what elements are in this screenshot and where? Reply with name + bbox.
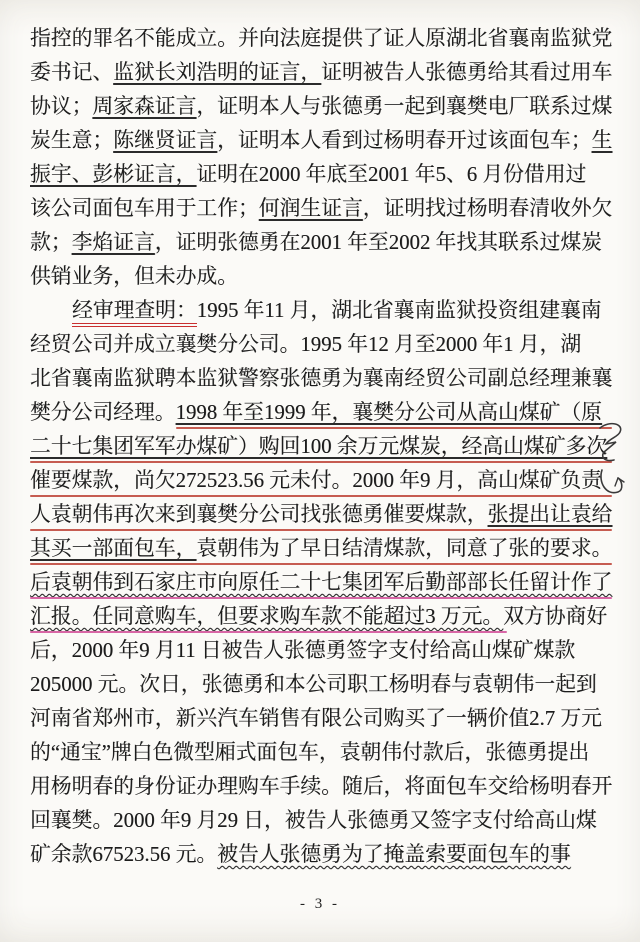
- text-segment: 河南省郑州市，新兴汽车销售有限公司购买了一辆价值2.7 万元: [30, 707, 602, 730]
- text-segment: 该公司面包车用于工作；: [30, 197, 259, 220]
- text-segment: 双方协商好: [503, 605, 608, 628]
- underlined-text-segment: 后袁朝伟到石家庄市向原任二十七集团军后勤部部长任留计作了: [30, 571, 613, 594]
- text-segment: 供销业务，但未办成。: [30, 265, 238, 288]
- magenta-underline-rule: [30, 597, 612, 599]
- text-segment: 樊分公司经理。: [30, 401, 176, 424]
- text-line: [30, 226, 612, 260]
- text-segment: 催要煤款，尚欠272523.56 元未付。2000 年9 月，高山煤矿负责: [30, 469, 602, 492]
- text-line: [30, 22, 612, 56]
- text-segment: 人袁朝伟再次来到襄樊分公司找张德勇催要煤款，: [30, 503, 488, 526]
- text-line: [30, 600, 612, 634]
- underlined-text-segment: 张提出让袁给: [487, 503, 613, 526]
- text-segment: 矿余款67523.56 元。: [30, 843, 218, 866]
- text-line: [30, 260, 612, 294]
- red-underline-rule: [30, 495, 612, 497]
- text-line: [30, 192, 612, 226]
- text-segment: 炭生意；: [30, 129, 114, 152]
- text-segment: 1995 年11 月，湖北省襄南监狱投资组建襄南: [196, 299, 602, 322]
- underlined-text-segment: 生: [591, 129, 613, 152]
- document-body: [30, 22, 612, 872]
- page-number: - 3 -: [300, 896, 340, 912]
- text-segment: 协议；: [30, 95, 93, 118]
- text-line: [30, 328, 612, 362]
- text-segment: 指控的罪名不能成立。并向法庭提供了证人原湖北省襄南监狱党: [30, 27, 613, 50]
- text-line: [30, 804, 612, 838]
- text-line: [30, 838, 612, 872]
- underlined-text-segment: 1998 年至1999 年，襄樊分公司从高山煤矿（原: [175, 401, 602, 424]
- text-line: [30, 498, 612, 532]
- underlined-text-segment: 其买一部面包车，: [30, 537, 197, 560]
- text-segment: ，证明找过杨明春清收外欠: [362, 197, 613, 220]
- text-line: [30, 294, 612, 328]
- text-segment: 的“通宝”牌白色微型厢式面包车，袁朝伟付款后，张德勇提出: [30, 741, 590, 764]
- text-line: [30, 158, 612, 192]
- text-line: [30, 124, 612, 158]
- underlined-text-segment: 振宇、彭彬证言，: [30, 163, 197, 186]
- text-segment: 后，2000 年9 月11 日被告人张德勇签字支付给高山煤矿煤款: [30, 639, 576, 662]
- text-line: [30, 566, 612, 600]
- underlined-text-segment: 李焰证言: [71, 231, 155, 254]
- text-line: [30, 464, 612, 498]
- text-line: [30, 736, 612, 770]
- underlined-text-segment: 二十七集团军军办煤矿）购回100 余万元煤炭，经高山煤矿多次: [30, 435, 608, 458]
- text-segment: ，证明本人看到过杨明春开过该面包车；: [217, 129, 592, 152]
- magenta-underline-rule: [30, 631, 507, 633]
- text-segment: 北省襄南监狱聘本监狱警察张德勇为襄南经贸公司副总经理兼襄: [30, 367, 613, 390]
- text-line: [30, 396, 612, 430]
- red-underline-rule: [30, 529, 612, 531]
- text-line: [30, 770, 612, 804]
- text-line: [30, 430, 612, 464]
- text-segment: 委书记、: [30, 61, 114, 84]
- text-line: [30, 90, 612, 124]
- text-segment: 款；: [30, 231, 72, 254]
- text-segment: ，证明张德勇在2001 年至2002 年找其联系过煤炭: [154, 231, 602, 254]
- text-segment: 用杨明春的身份证办理购车手续。随后，将面包车交给杨明春开: [30, 775, 613, 798]
- text-line: [30, 634, 612, 668]
- underlined-text-segment: 何润生证言: [258, 197, 363, 220]
- underlined-text-segment: 经审理查明：: [72, 299, 197, 327]
- red-underline-rule: [30, 461, 612, 463]
- text-segment: 205000 元。次日，张德勇和本公司职工杨明春与袁朝伟一起到: [30, 673, 597, 696]
- red-underline-rule: [30, 563, 612, 565]
- text-segment: 回襄樊。2000 年9 月29 日，被告人张德勇又签字支付给高山煤: [30, 809, 597, 832]
- underlined-text-segment: 被告人张德勇为了掩盖索要面包车的事: [217, 843, 571, 866]
- text-line: [30, 702, 612, 736]
- red-underline-rule: [176, 427, 613, 429]
- text-segment: ，证明本人与张德勇一起到襄樊电厂联系过煤: [196, 95, 613, 118]
- text-segment: 袁朝伟为了早日结清煤款，同意了张的要求。: [196, 537, 613, 560]
- underlined-text-segment: 陈继贤证言: [113, 129, 218, 152]
- text-segment: 证明被告人张德勇给其看过用车: [321, 61, 613, 84]
- text-line: [30, 56, 612, 90]
- text-segment: 经贸公司并成立襄樊分公司。1995 年12 月至2000 年1 月，湖: [30, 333, 582, 356]
- underlined-text-segment: 汇报。任同意购车，但要求购车款不能超过3 万元。: [30, 605, 504, 628]
- margin-annotation-squiggle-mark: [592, 418, 634, 514]
- underlined-text-segment: 周家森证言: [92, 95, 197, 118]
- text-line: [30, 668, 612, 702]
- text-segment: 证明在2000 年底至2001 年5、6 月份借用过: [196, 163, 587, 186]
- underlined-text-segment: 监狱长刘浩明的证言，: [113, 61, 322, 84]
- text-line: [30, 362, 612, 396]
- text-line: [30, 532, 612, 566]
